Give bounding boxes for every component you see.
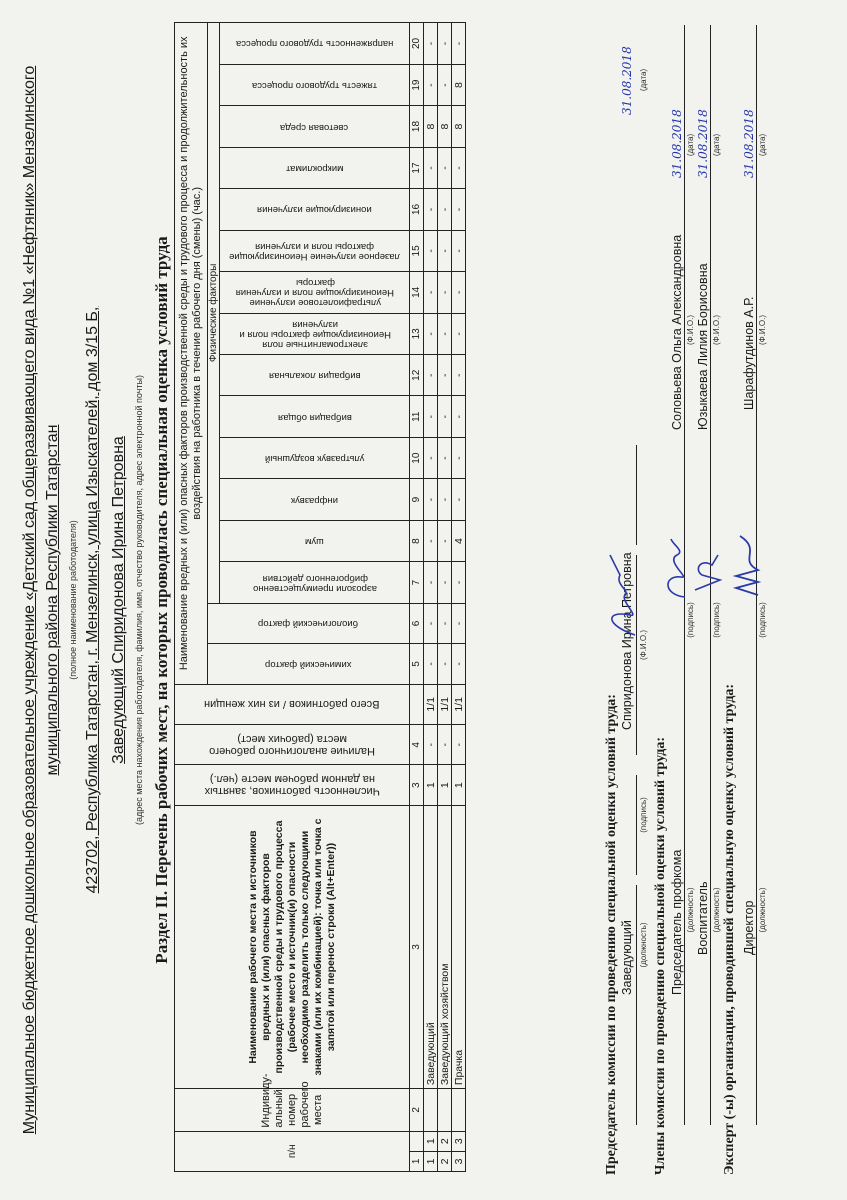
member-2-position: Воспитатель [696,881,710,955]
cell-factor: 8 [438,106,452,147]
cell-factor: - [452,272,466,313]
cell-id: 1 [424,1131,438,1151]
expert-fio: Шарафутдинов А.Р. [742,296,756,410]
factor-header: напряженность трудового процесса [220,23,410,65]
cell-idcol [424,1089,438,1131]
cell-factor: 8 [424,106,438,147]
cell-pn: 1 [424,1151,438,1171]
cell-factor: - [438,230,452,271]
member-1-signature-scribble [655,535,695,605]
cell-analog: - [424,725,438,765]
org-address: 423702, Республика Татарстан, г. Мензелинск, улица Изыскателей, дом 3/15 Б, [84,306,101,894]
cell-total: 1/1 [438,684,452,724]
member-1-date: 31.08.2018 [670,109,684,178]
factor-header: лазерное излучение Неионизирующие факторы поля и излучения [220,230,410,271]
cell-factor: - [438,64,452,105]
member-2-signature-scribble [690,550,726,600]
cell-factor: - [438,396,452,437]
expert-date: 31.08.2018 [742,109,756,178]
expert-signature-scribble [728,530,766,600]
cell-factor: 4 [452,520,466,561]
cell-factor: - [452,562,466,603]
org-caption: (полное наименование работодателя) [68,520,78,680]
factor-header: ультрафиолетовое излучение Неионизирующие поля и излучения факторы [220,272,410,313]
cell-factor: - [452,23,466,65]
org-name-line1: Муниципальное бюджетное дошкольное образовательное учреждение «Детский сад общеразвивающего вида №1 «Нефтяник» Мензелинского [21,65,38,1135]
cell-factor: - [438,313,452,354]
cell-count: 1 [438,765,452,805]
header-name: Наименование рабочего места и источников вредных и (или) опасных факторов производственной среды и трудового процесса (рабочее место и источник(и) опасности необходимо разделить только следующими знаками (или их комбинацией): точка или точка с запятой или перенос строки (Alt+Enter)) [175,805,410,1088]
cell-idcol [452,1089,466,1131]
cell-name: Заведующий [424,805,438,1088]
factor-header: химический фактор [208,644,410,684]
factor-header: инфразвук [220,479,410,520]
member-2-fio: Юзыкаева Лилия Борисовна [696,263,710,430]
cell-factor: - [424,230,438,271]
factor-header: электромагнитные поля Неионизирующие факторы поля и излучения [220,313,410,354]
cell-factor: - [438,23,452,65]
cell-id: 3 [452,1131,466,1151]
cell-pn: 3 [452,1151,466,1171]
cell-factor: - [424,64,438,105]
factor-header: шум [220,520,410,561]
cell-factor: - [438,644,452,684]
member-1-position: Председатель профкома [670,849,684,995]
chair-fio: Спиридонова Ирина Петровна [620,552,634,730]
cell-name: Заведующий хозяйством [438,805,452,1088]
cell-analog: - [438,725,452,765]
cell-factor: - [452,147,466,188]
header-physical: Физические факторы [208,23,220,604]
member-1-fio: Соловьева Ольга Александровна [670,234,684,430]
chair-title: Председатель комиссии по проведению специальной оценки условий труда: [604,694,619,1175]
cell-factor: - [438,479,452,520]
members-title: Члены комиссии по проведению специальной оценки условий труда: [653,736,668,1175]
workplaces-table [174,22,466,1172]
cell-factor: - [438,520,452,561]
cell-total: 1/1 [424,684,438,724]
cell-total: 1/1 [452,684,466,724]
cell-factor: - [452,189,466,230]
cell-factor: - [438,355,452,396]
cell-factor: - [424,562,438,603]
factor-header: световая среда [220,106,410,147]
cell-factor: - [424,272,438,313]
document-page: Муниципальное бюджетное дошкольное образовательное учреждение «Детский сад общеразвивающего вида №1 «Нефтяник» Мензелинского муниципального района Республики Татарстан (полное наименование работодателя) 423702, Республика Татарстан, г. Мензелинск, улица Изыскателей, дом 3/15 Б, Заведующий Спиридонова Ирина Петровна (адрес места нахождения работодателя, фамилия, имя, отчество руководителя, адрес электронной почты) Раздел II. Перечень рабочих мест, на которых проводилась специальная оценка условий труда п/н Индивиду-альный номер рабочего места Наименование рабочего места и источников вредных и (или) опасных факторов производственной среды и трудового процесса (рабочее место и источник(и) опасности необходимо разделить только следующими знаками (или их комбинацией): точка или точка с запятой или перенос строки (Alt+Enter)) Численность работников, занятых на данном рабочем месте (чел.) Наличие аналогичного рабочего места (рабочих мест) Всего работников / из них женщин Наименование вредных и (или) опасных факторов производственной среды и трудового процесса и продолжительность их воздействия на работника в течение рабочего дня (смены) (час.) химический фактор биологический фактор Физические факторы аэрозоли преимущественно фиброгенного действия шум инфразвук ультразвук воздушный вибрация общая вибрация локальная электромагнитные поля Неионизирующие факторы поля и излучения ультрафиолетовое излучение Неионизирующие поля и излучения факторы лазерное излучение Неионизирующие факторы поля и излучения ионизирующие излучения микроклимат световая среда тяжесть трудового процесса напряженность трудового процесса 1 2 3 3 4 5 6 7 8 9 10 11 12 13 14 15 16 17 18 19 20 1 1 Заведующий 1 - 1/1 - - - - - - - - - - - - - 8 - - 2 2 Заведующий хозяйством 1 - 1/1 - - - - - - - - - - - - - 8 - - 3 3 Прачка 1 - 1/1 - - - 4 - - - - - - - - - 8 8 - Председатель комиссии по проведению специальной оценки условий труда: Заведующий (должность) (подпись) Спиридонова Ирина Петровна (Ф.И.О.) 31.08.2018 (дата) Члены комиссии по проведению специальной оценки условий труда: Председатель профкома (должность) (подпись) Соловьева Ольга Александровна (Ф.И.О.) 31.08.2018 (дата) Воспитатель (должность) (подпись) Юзыкаева Лилия Борисовна (Ф.И.О.) 31.08.2018 (дата) Эксперт (-ы) организации, проводившей специальную оценку условий труда: Директор (должность) (подпись) Шарафутдинов А.Р. (Ф.И.О.) 31.08.2018 (дата) [0,0,847,1200]
factor-header: биологический фактор [208,603,410,643]
factor-header: вибрация общая [220,396,410,437]
cell-factor: - [452,313,466,354]
cell-count: 1 [452,765,466,805]
cell-factor: - [438,147,452,188]
chair-signature-scribble [600,550,645,640]
cell-factor: - [452,230,466,271]
column-numbers-row: 1 2 3 3 4 5 6 7 8 9 10 11 12 13 14 15 16 17 18 19 20 [410,23,424,1172]
expert-title: Эксперт (-ы) организации, проводившей специальную оценку условий труда: [722,683,737,1175]
cell-factor: - [438,189,452,230]
address-caption: (адрес места нахождения работодателя, фамилия, имя, отчество руководителя, адрес электронной почты) [134,374,144,826]
member-2-date: 31.08.2018 [696,109,710,178]
cell-factor: - [424,23,438,65]
chair-position: Заведующий [620,920,634,995]
cell-count: 1 [424,765,438,805]
factor-header: тяжесть трудового процесса [220,64,410,105]
chair-date: 31.08.2018 [620,46,634,115]
cell-idcol [438,1089,452,1131]
cell-factor: - [452,437,466,478]
cell-factor: - [424,603,438,643]
factor-header: аэрозоли преимущественно фиброгенного действия [220,562,410,603]
cell-name: Прачка [452,805,466,1088]
cell-id: 2 [438,1131,452,1151]
cell-factor: - [424,355,438,396]
cell-factor: 8 [452,64,466,105]
table-row [424,23,438,1172]
header-count: Численность работников, занятых на данном рабочем месте (чел.) [175,765,410,805]
cell-analog: - [452,725,466,765]
cell-factor: - [424,189,438,230]
cell-factor: - [424,520,438,561]
table-row [452,23,466,1172]
cell-factor: 8 [452,106,466,147]
cell-factor: - [424,479,438,520]
org-name-line2: муниципального района Республики Татарстан [44,424,61,776]
expert-position: Директор [742,900,756,955]
cell-factor: - [424,396,438,437]
cell-factor: - [438,603,452,643]
cell-factor: - [452,355,466,396]
cell-factor: - [452,396,466,437]
section-title: Раздел II. Перечень рабочих мест, на которых проводилась специальная оценка условий труда [152,236,171,964]
org-head: Заведующий Спиридонова Ирина Петровна [110,436,127,764]
table-row [438,23,452,1172]
cell-factor: - [452,603,466,643]
factor-header: ультразвук воздушный [220,437,410,478]
cell-factor: - [438,562,452,603]
cell-factor: - [424,313,438,354]
header-analog: Наличие аналогичного рабочего места (рабочих мест) [175,725,410,765]
header-factors: Наименование вредных и (или) опасных факторов производственной среды и трудового процесса и продолжительность их воздействия на работника в течение рабочего дня (смены) (час.) [175,23,208,685]
factor-header: микроклимат [220,147,410,188]
cell-factor: - [424,147,438,188]
cell-factor: - [438,272,452,313]
factor-header: вибрация локальная [220,355,410,396]
header-total: Всего работников / из них женщин [175,684,410,724]
cell-factor: - [452,644,466,684]
cell-factor: - [424,437,438,478]
cell-factor: - [438,437,452,478]
header-id: Индивиду-альный номер рабочего места [175,1089,410,1131]
cell-pn: 2 [438,1151,452,1171]
cell-factor: - [424,644,438,684]
header-pn: п/н [175,1131,410,1171]
cell-factor: - [452,479,466,520]
factor-header: ионизирующие излучения [220,189,410,230]
